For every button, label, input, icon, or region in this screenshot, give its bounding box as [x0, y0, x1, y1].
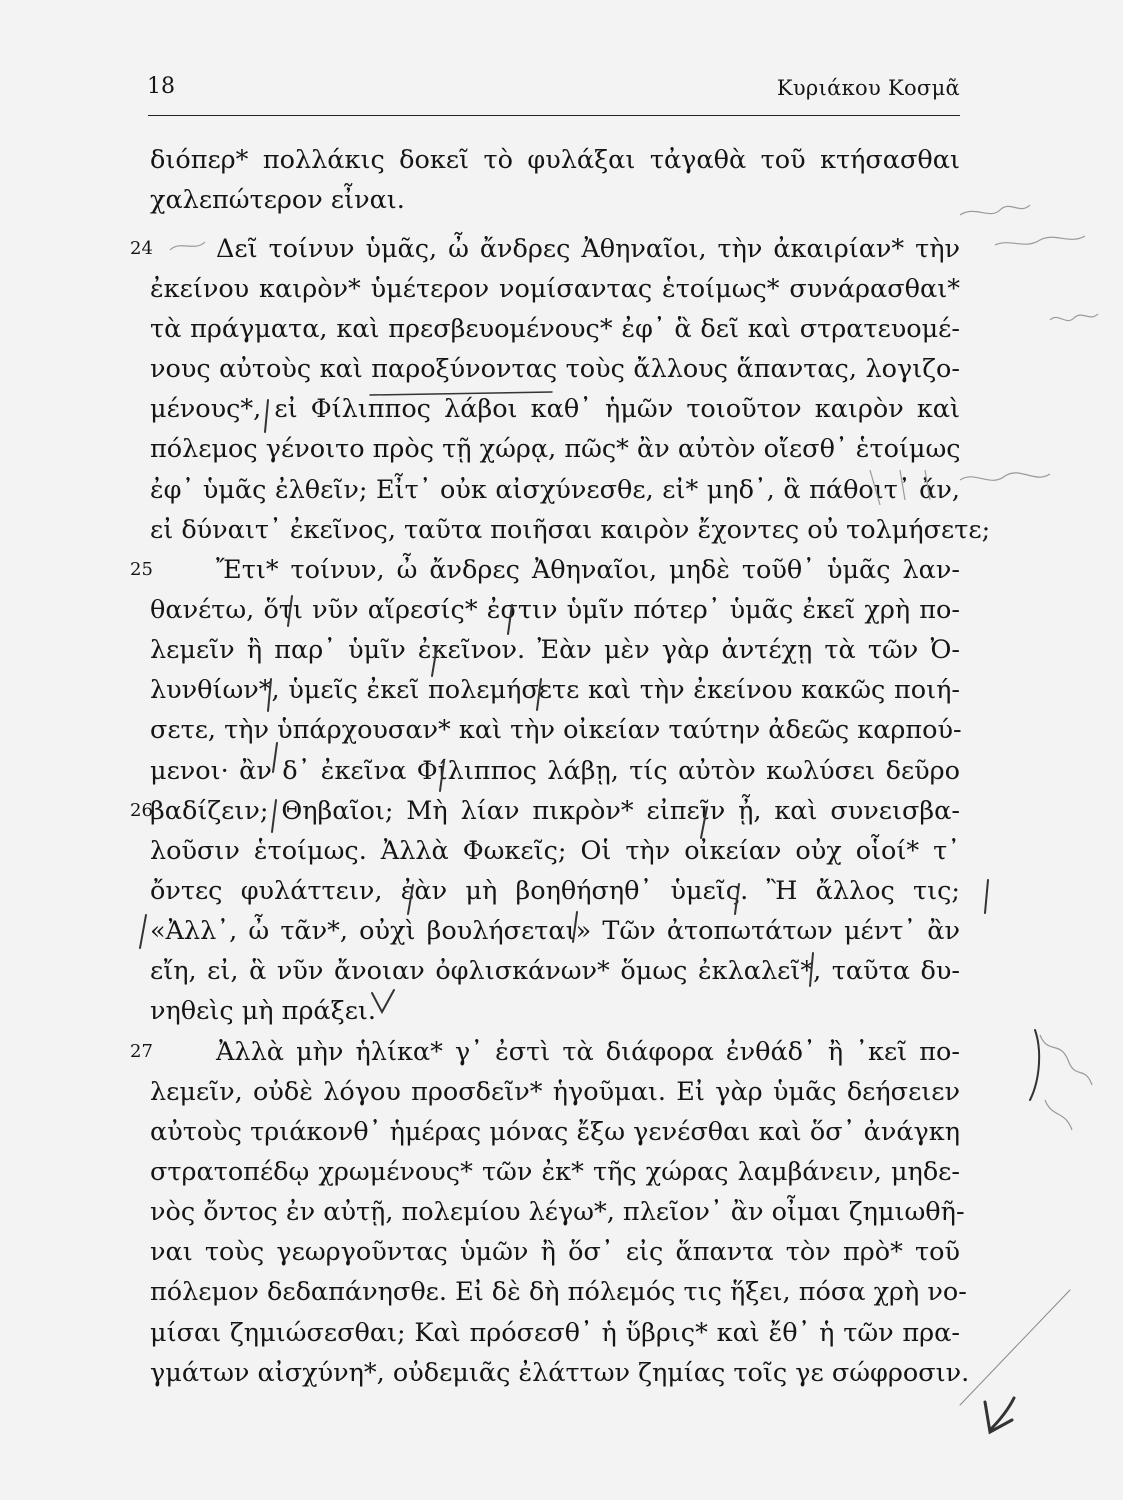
section-number: 24: [130, 238, 153, 259]
text-line: πόλεμος γένοιτο πρὸς τῇ χώρᾳ, πῶς* ἂν αὐτὸν οἴεσθ᾽ ἑτοίμως: [150, 434, 961, 464]
text-line: βαδίζειν; Θηβαῖοι; Μὴ λίαν πικρὸν* εἰπεῖν ᾖ, καὶ συνεισβα-: [150, 796, 960, 826]
text-line: θανέτω, ὅτι νῦν αἵρεσίς* ἐστιν ὑμῖν πότερ᾽ ὑμᾶς ἐκεῖ χρὴ πο-: [150, 595, 960, 625]
text-line: ναι τοὺς γεωργοῦντας ὑμῶν ἢ ὅσ᾽ εἰς ἅπαντα τὸν πρὸ* τοῦ: [150, 1237, 960, 1267]
page-number: 18: [147, 74, 175, 99]
text-line: νους αὐτοὺς καὶ παροξύνοντας τοὺς ἄλλους ἅπαντας, λογιζο-: [150, 354, 960, 384]
section-number: 25: [130, 559, 153, 580]
text-line: αὐτοὺς τριάκονθ᾽ ἡμέρας μόνας ἔξω γενέσθαι καὶ ὅσ᾽ ἀνάγκη: [150, 1117, 960, 1147]
text-line: λοῦσιν ἑτοίμως. Ἀλλὰ Φωκεῖς; Οἱ τὴν οἰκείαν οὐχ οἷοί* τ᾽: [150, 836, 960, 866]
text-line: μένους*, εἰ Φίλιππος λάβοι καθ᾽ ἡμῶν τοιοῦτον καιρὸν καὶ: [150, 394, 960, 424]
text-line: εἰ δύναιτ᾽ ἐκεῖνος, ταῦτα ποιῆσαι καιρὸν ἔχοντες οὐ τολμήσετε;: [150, 515, 991, 545]
text-line: λεμεῖν, οὐδὲ λόγου προσδεῖν* ἡγοῦμαι. Εἰ γὰρ ὑμᾶς δεήσειεν: [150, 1077, 960, 1107]
text-line: εἴη, εἰ, ἃ νῦν ἄνοιαν ὀφλισκάνων* ὅμως ἐκλαλεῖ*, ταῦτα δυ-: [150, 956, 960, 986]
section-number: 27: [130, 1041, 153, 1062]
text-line: γμάτων αἰσχύνη*, οὐδεμιᾶς ἐλάττων ζημίας τοῖς γε σώφροσιν.: [150, 1358, 970, 1388]
section-number: 26: [130, 800, 153, 821]
text-line: νηθεὶς μὴ πράξει.: [150, 996, 377, 1026]
text-line: σετε, τὴν ὑπάρχουσαν* καὶ τὴν οἰκείαν ταύτην ἀδεῶς καρπού-: [150, 715, 962, 745]
text-line: λεμεῖν ἢ παρ᾽ ὑμῖν ἐκεῖνον. Ἐὰν μὲν γὰρ ἀντέχῃ τὰ τῶν Ὀ-: [150, 635, 960, 665]
text-line: μενοι· ἂν δ᾽ ἐκεῖνα Φίλιππος λάβῃ, τίς αὐτὸν κωλύσει δεῦρο: [150, 756, 960, 786]
text-line: διόπερ* πολλάκις δοκεῖ τὸ φυλάξαι τἀγαθὰ τοῦ κτήσασθαι: [150, 145, 960, 175]
text-line: χαλεπώτερον εἶναι.: [150, 185, 405, 215]
text-line: ἐφ᾽ ὑμᾶς ἐλθεῖν; Εἶτ᾽ οὐκ αἰσχύνεσθε, εἰ* μηδ᾽, ἃ πάθοιτ᾽ ἄν,: [150, 475, 960, 505]
text-line: Δεῖ τοίνυν ὑμᾶς, ὦ ἄνδρες Ἀθηναῖοι, τὴν ἀκαιρίαν* τὴν: [216, 234, 960, 264]
text-line: Ἀλλὰ μὴν ἡλίκα* γ᾽ ἐστὶ τὰ διάφορα ἐνθάδ᾽ ἢ ᾽κεῖ πο-: [216, 1037, 960, 1067]
text-line: νὸς ὄντος ἐν αὐτῇ, πολεμίου λέγω*, πλεῖον᾽ ἂν οἶμαι ζημιωθῆ-: [150, 1197, 965, 1227]
text-line: τὰ πράγματα, καὶ πρεσβευομένους* ἐφ᾽ ἃ δεῖ καὶ στρατευομέ-: [150, 314, 960, 344]
text-line: «Ἀλλ᾽, ὦ τᾶν*, οὐχὶ βουλήσεται» Τῶν ἀτοπωτάτων μέντ᾽ ἂν: [150, 916, 960, 946]
text-line: λυνθίων*, ὑμεῖς ἐκεῖ πολεμήσετε καὶ τὴν ἐκείνου κακῶς ποιή-: [150, 675, 960, 705]
header-rule: [148, 115, 960, 116]
running-head: Κυριάκου Κοσμᾶ: [776, 76, 960, 100]
text-line: ἐκείνου καιρὸν* ὑμέτερον νομίσαντας ἑτοίμως* συνάρασθαι*: [150, 274, 960, 304]
text-line: ὄντες φυλάττειν, ἐὰν μὴ βοηθήσηθ᾽ ὑμεῖς. Ἢ ἄλλος τις;: [150, 876, 960, 906]
text-line: Ἔτι* τοίνυν, ὦ ἄνδρες Ἀθηναῖοι, μηδὲ τοῦθ᾽ ὑμᾶς λαν-: [216, 555, 960, 585]
text-line: πόλεμον δεδαπάνησθε. Εἰ δὲ δὴ πόλεμός τις ἥξει, πόσα χρὴ νο-: [150, 1277, 967, 1307]
text-line: μίσαι ζημιώσεσθαι; Καὶ πρόσεσθ᾽ ἡ ὕβρις* καὶ ἔθ᾽ ἡ τῶν πρα-: [150, 1318, 960, 1348]
text-line: στρατοπέδῳ χρωμένους* τῶν ἐκ* τῆς χώρας λαμβάνειν, μηδε-: [150, 1157, 960, 1187]
